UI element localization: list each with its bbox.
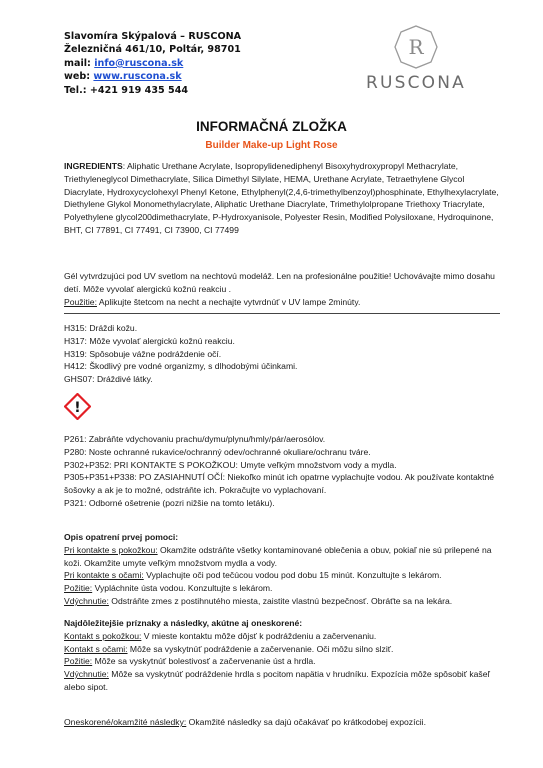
delayed-effects-text: Okamžité následky sa dajú očakávať po krátkodobej expozícii. [186, 717, 426, 727]
precaution-item: P321: Odborné ošetrenie (pozri nižšie na tomto letáku). [64, 497, 275, 508]
usage-label: Použitie: [64, 296, 97, 307]
first-aid-item [64, 595, 504, 608]
first-aid-text: Okamžite odstráňte všetky kontaminované oblečenia a obuv, pokiaľ nie sú prilepené na koži. Okamžite umyte veľkým množstvom mydla a vody. [64, 544, 492, 568]
first-aid-item [64, 569, 504, 582]
web-label: web: [64, 71, 91, 83]
mail-link[interactable]: info@ruscona.sk [94, 57, 184, 69]
logo-letter: R [408, 35, 424, 59]
first-aid-label: Vdýchnutie: [64, 595, 109, 606]
ingredients-section [64, 160, 504, 237]
first-aid-item [64, 544, 504, 570]
symptoms-section [64, 617, 504, 694]
ingredients-label: INGREDIENTS [64, 161, 123, 171]
symptom-text: Môže sa vyskytnúť podráždenie a začervenanie. Oči môžu silno slziť. [127, 643, 394, 654]
precaution-item: P302+P352: PRI KONTAKTE S POKOŽKOU: Umyte veľkým množstvom vody a mydla. [64, 459, 397, 470]
symptom-label: Kontakt s očami: [64, 643, 128, 654]
usage-text: Aplikujte štetcom na necht a nechajte vytvrdnúť v UV lampe 2minúty. [96, 296, 361, 307]
first-aid-section [64, 531, 504, 608]
first-aid-label: Požitie: [64, 583, 93, 594]
ingredients-text: : Aliphatic Urethane Acrylate, Isopropylidenediphenyl Bisoxyhydroxypropyl Methacrylate, Triethyleneglycol Dimethacrylate, Silica Dimethyl Silylate, HEMA, Urethane Acrylate, Tetraethylene Glycol Diacrylate, Hydroxycyclohexyl Phenyl Ketone, Ethylphenyl(2,4,6-trimethylbenzoyl)phosphinate, Ethylhexylacrylate, Diethylene Glykol Monomethylacrylate, Aliphatic Urethane Diacrylate, Trimethylolpropane Triethoxy Triacrylate, Polyethylene glycol200dimethacrylate, P-Hydroxyanisole, Polyester Resin, Modified Polysiloxane, Hydroquinone, BHT, CI 77891, CI 77491, CI 73900, CI 77499 [64, 161, 499, 235]
symptoms-heading: Najdôležitejšie príznaky a následky, akútne aj oneskorené: [64, 618, 303, 628]
hazard-item: H315: Dráždi kožu. [64, 323, 138, 333]
usage-line [64, 296, 504, 309]
description-text: Gél vytvrdzujúci pod UV svetlom na nechtovú modeláž. Len na profesionálne použitie! Uchovávajte mimo dosahu detí. Môže vyvolať alergickú kožnú reakciu . [64, 271, 495, 294]
company-info [64, 30, 241, 97]
symptom-text: V mieste kontaktu môže dôjsť k podráždeniu a začervenaniu. [141, 630, 377, 641]
hazard-item: H319: Spôsobuje vážne podráždenie očí. [64, 348, 222, 359]
first-aid-text: Vypláchnite ústa vodou. Konzultujte s lekárom. [92, 583, 273, 594]
product-name: Builder Make-up Light Rose [205, 140, 338, 151]
symptom-text: Môže sa vyskytnúť bolestivosť a začervenanie úst a hrdla. [92, 656, 316, 667]
delayed-effects-section [64, 716, 504, 729]
web-link[interactable]: www.ruscona.sk [93, 71, 182, 83]
symptom-item [64, 655, 504, 668]
delayed-effects-line [64, 716, 504, 729]
logo-name: RUSCONA [365, 73, 467, 93]
company-web [64, 70, 241, 83]
symptom-item [64, 643, 504, 656]
delayed-effects-label: Oneskorené/okamžité následky: [64, 717, 187, 727]
ghs-exclamation: ! [74, 400, 81, 416]
description-section [64, 270, 504, 308]
symptom-item [64, 630, 504, 643]
company-address: Železničná 461/10, Poltár, 98701 [64, 44, 241, 56]
first-aid-heading: Opis opatrení prvej pomoci: [64, 532, 179, 542]
company-phone: Tel.: +421 919 435 544 [64, 84, 189, 96]
company-mail [64, 57, 241, 70]
hazard-item: H317: Môže vyvolať alergickú kožnú reakciu. [64, 335, 235, 346]
company-name: Slavomíra Skýpalová – RUSCONA [64, 31, 242, 42]
first-aid-item [64, 582, 504, 595]
page-title: INFORMAČNÁ ZLOŽKA [196, 119, 347, 134]
mail-label: mail: [64, 57, 91, 69]
logo-emblem-icon [393, 24, 439, 70]
symptom-item [64, 668, 504, 694]
precaution-item: P280: Noste ochranné rukavice/ochranný odev/ochranné okuliare/ochranu tváre. [64, 446, 371, 457]
precaution-item: P261: Zabráňte vdychovaniu prachu/dymu/plynu/hmly/pár/aerosólov. [64, 434, 326, 444]
symptom-text: Môže sa vyskytnúť podráždenie hrdla s pocitom napätia v hrudníku. Expozícia môže spôsobiť kašeľ alebo sipot. [64, 669, 490, 692]
hazard-item: GHS07: Dráždivé látky. [64, 374, 153, 385]
ghs07-warning-icon [64, 393, 91, 420]
symptom-label: Vdýchnutie: [64, 669, 109, 680]
precautionary-statements [64, 433, 504, 510]
ruscona-logo [356, 24, 476, 104]
symptom-label: Požitie: [64, 656, 93, 667]
first-aid-text: Odstráňte zmes z postihnutého miesta, zaistite vlastnú bezpečnosť. Obráťte sa na lekára. [108, 595, 453, 606]
first-aid-label: Pri kontakte s pokožkou: [64, 544, 158, 555]
precaution-item: P305+P351+P338: PO ZASIAHNUTÍ OČÍ: Niekoľko minút ich opatrne vyplachujte vodou. Ak používate kontaktné šošovky a ak je to možné, odstráňte ich. Pokračujte vo vyplachovaní. [64, 472, 495, 496]
symptom-label: Kontakt s pokožkou: [64, 630, 142, 641]
first-aid-label: Pri kontakte s očami: [64, 570, 144, 581]
first-aid-text: Vyplachujte oči pod tečúcou vodou pod dobu 15 minút. Konzultujte s lekárom. [143, 570, 442, 581]
divider-line [64, 313, 500, 314]
hazard-item: H412: Škodlivý pre vodné organizmy, s dlhodobými účinkami. [64, 361, 298, 372]
hazard-statements [64, 322, 504, 386]
